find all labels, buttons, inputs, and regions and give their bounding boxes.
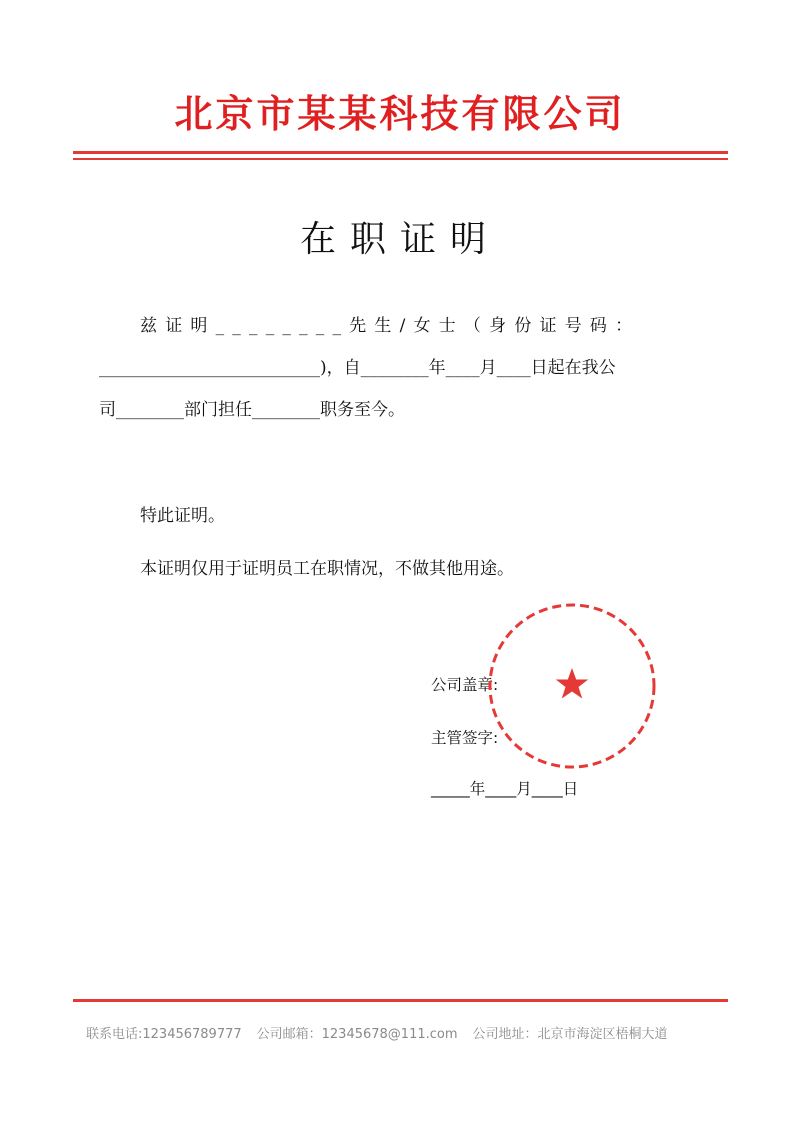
supervisor-signature-label: 主管签字: xyxy=(431,729,499,747)
footer-email: 公司邮箱：12345678@111.com xyxy=(256,1027,458,1042)
paragraph-certify: 特此证明。 xyxy=(140,506,225,526)
company-name: 北京市某某科技有限公司 xyxy=(174,92,626,136)
paragraph-line-1: 兹证明________先生/女士（身份证号码： xyxy=(140,316,641,336)
paragraph-usage-note: 本证明仅用于证明员工在职情况，不做其他用途。 xyxy=(140,559,514,579)
footer-address: 公司地址：北京市海淀区梧桐大道 xyxy=(472,1027,668,1042)
paragraph-line-3: 司________部门担任________职务至今。 xyxy=(99,400,405,420)
header-rule-thin xyxy=(73,158,728,160)
document-title: 在职证明 xyxy=(299,219,500,260)
header-rule-thick xyxy=(73,151,728,154)
footer-contact xyxy=(86,1025,683,1045)
company-seal-stamp xyxy=(487,602,657,770)
seal-label: 公司盖章: xyxy=(431,676,499,694)
footer-rule xyxy=(73,999,728,1002)
paragraph-line-2: __________________________)，自________年____月____日起在我公 xyxy=(99,358,616,378)
star-icon xyxy=(556,668,588,699)
date-line: _____年____月____日 xyxy=(431,780,579,798)
footer-phone: 联系电话:123456789777 xyxy=(86,1027,242,1042)
